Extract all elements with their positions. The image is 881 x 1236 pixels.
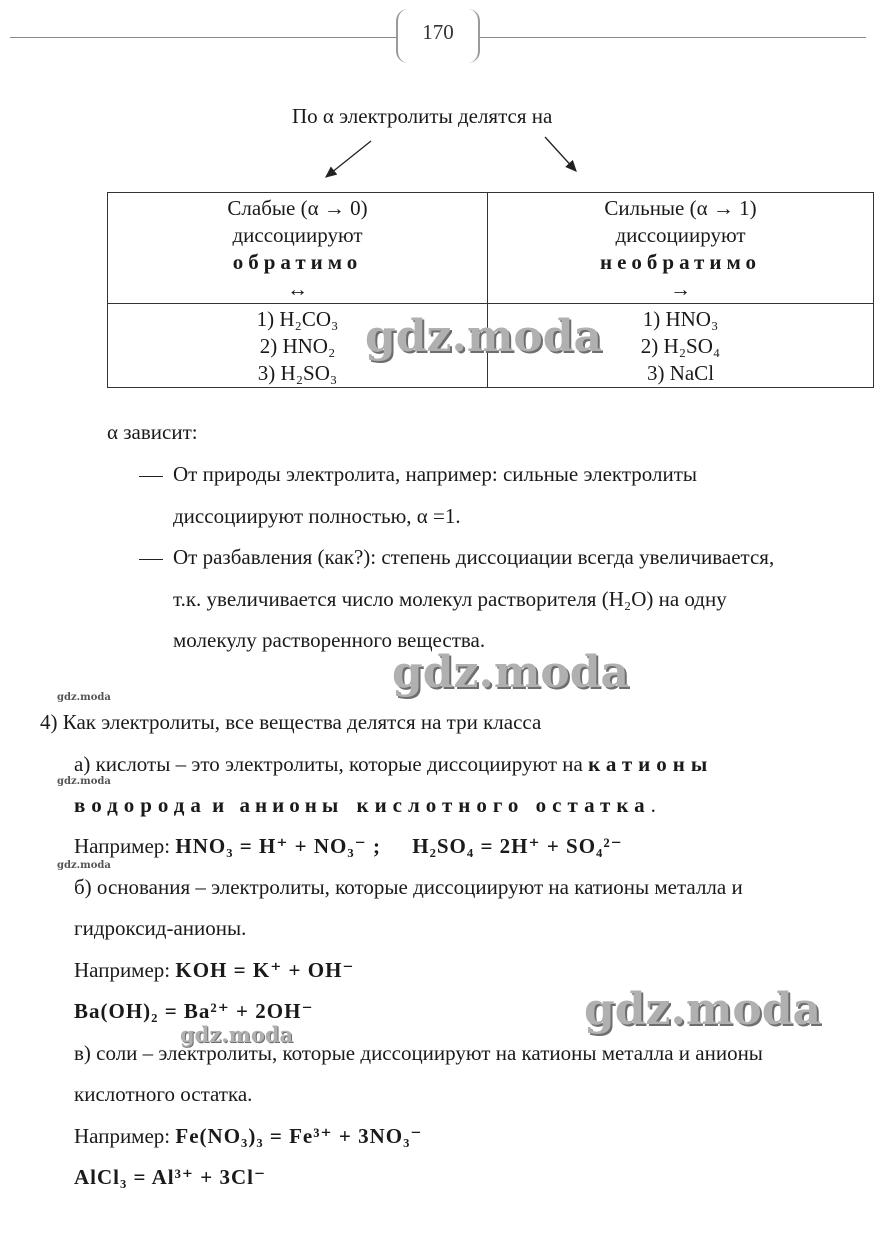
weak-mode: обратимо <box>232 250 363 274</box>
alpha-point-2-cont: т.к. увеличивается число молекул растворителя (H₂O) на одну <box>173 587 727 611</box>
alpha-point-2-text: От разбавления (как?): степень диссоциации всегда увеличивается, <box>173 545 775 569</box>
acids-line-1-text: а) кислоты – это электролиты, которые диссоциируют на <box>74 752 583 776</box>
watermark-small: gdz.moda <box>57 776 111 787</box>
watermark-small: gdz.moda <box>57 860 111 871</box>
acids-keyword-residue: кислотного остатка <box>356 793 651 817</box>
acids-keyword-hydrogen: водорода <box>74 793 207 817</box>
watermark: gdz.moda <box>392 647 630 698</box>
weak-header-cell <box>108 193 488 304</box>
acids-line-1 <box>74 752 713 777</box>
salts-line-1: в) соли – электролиты, которые диссоциируют на катионы металла и анионы <box>74 1041 763 1065</box>
weak-item: 1) H₂CO₃ <box>256 307 339 331</box>
example-label: Например: <box>74 1124 171 1148</box>
salts-line-2: кислотного остатка. <box>74 1082 253 1106</box>
watermark-small: gdz.moda <box>57 692 111 703</box>
weak-title: Слабые (α → 0) <box>227 196 368 220</box>
watermark: gdz.moda <box>365 311 603 362</box>
alpha-point-1-cont: диссоциируют полностью, α =1. <box>173 504 461 528</box>
diagram-arrows <box>0 0 881 200</box>
weak-verb: диссоциируют <box>232 223 363 247</box>
bases-line-2: гидроксид-анионы. <box>74 916 247 940</box>
alpha-point-2-cont: молекулу растворенного вещества. <box>173 628 486 652</box>
bases-example <box>74 957 355 983</box>
page-number: 170 <box>396 9 480 63</box>
example-label: Например: <box>74 834 171 858</box>
bases-example-1: KOH = K⁺ + OH⁻ <box>175 958 355 982</box>
strong-item: 2) H₂SO₄ <box>640 334 721 358</box>
weak-item: 2) HNO₂ <box>259 334 336 358</box>
watermark: gdz.moda <box>584 984 822 1035</box>
acids-example <box>74 833 623 859</box>
watermark: gdz.moda <box>180 1022 294 1047</box>
acids-keyword-anions: и анионы <box>212 793 344 817</box>
strong-item: 3) NaCl <box>646 361 715 385</box>
acids-example-1: HNO₃ = H⁺ + NO₃⁻ ; <box>175 834 381 858</box>
example-label: Например: <box>74 958 171 982</box>
bases-example-2: Ba(OH)₂ = Ba²⁺ + 2OH⁻ <box>74 999 314 1023</box>
weak-arrow-icon: ↔ <box>287 277 308 301</box>
diagram-title: По α электролиты делятся на <box>292 104 553 128</box>
acids-keyword-cations: катионы <box>588 752 714 776</box>
salts-example-1: Fe(NO₃)₃ = Fe³⁺ + 3NO₃⁻ <box>175 1124 423 1148</box>
acids-example-2: H₂SO₄ = 2H⁺ + SO₄²⁻ <box>412 834 623 858</box>
strong-arrow-icon: → <box>670 277 691 301</box>
arrow-left-icon <box>326 141 371 177</box>
strong-header-cell <box>488 193 874 304</box>
acids-period: . <box>650 793 656 817</box>
strong-item: 1) HNO₃ <box>642 307 719 331</box>
acids-line-2 <box>74 793 656 818</box>
weak-item: 3) H₂SO₃ <box>257 361 338 385</box>
bases-line-1: б) основания – электролиты, которые диссоциируют на катионы металла и <box>74 875 743 899</box>
strong-verb: диссоциируют <box>615 223 746 247</box>
strong-mode: необратимо <box>600 250 761 274</box>
alpha-point-1 <box>139 462 697 487</box>
salts-example <box>74 1123 422 1149</box>
salts-example-2: AlCl₃ = Al³⁺ + 3Cl⁻ <box>74 1165 267 1189</box>
strong-title: Сильные (α → 1) <box>604 196 757 220</box>
alpha-point-2 <box>139 545 774 570</box>
alpha-point-1-text: От природы электролита, например: сильные электролиты <box>173 462 698 486</box>
alpha-intro: α зависит: <box>107 420 198 444</box>
dash-bullet <box>139 476 163 477</box>
arrow-right-icon <box>545 137 576 171</box>
dash-bullet <box>139 559 163 560</box>
classes-heading: 4) Как электролиты, все вещества делятся на три класса <box>40 710 542 734</box>
